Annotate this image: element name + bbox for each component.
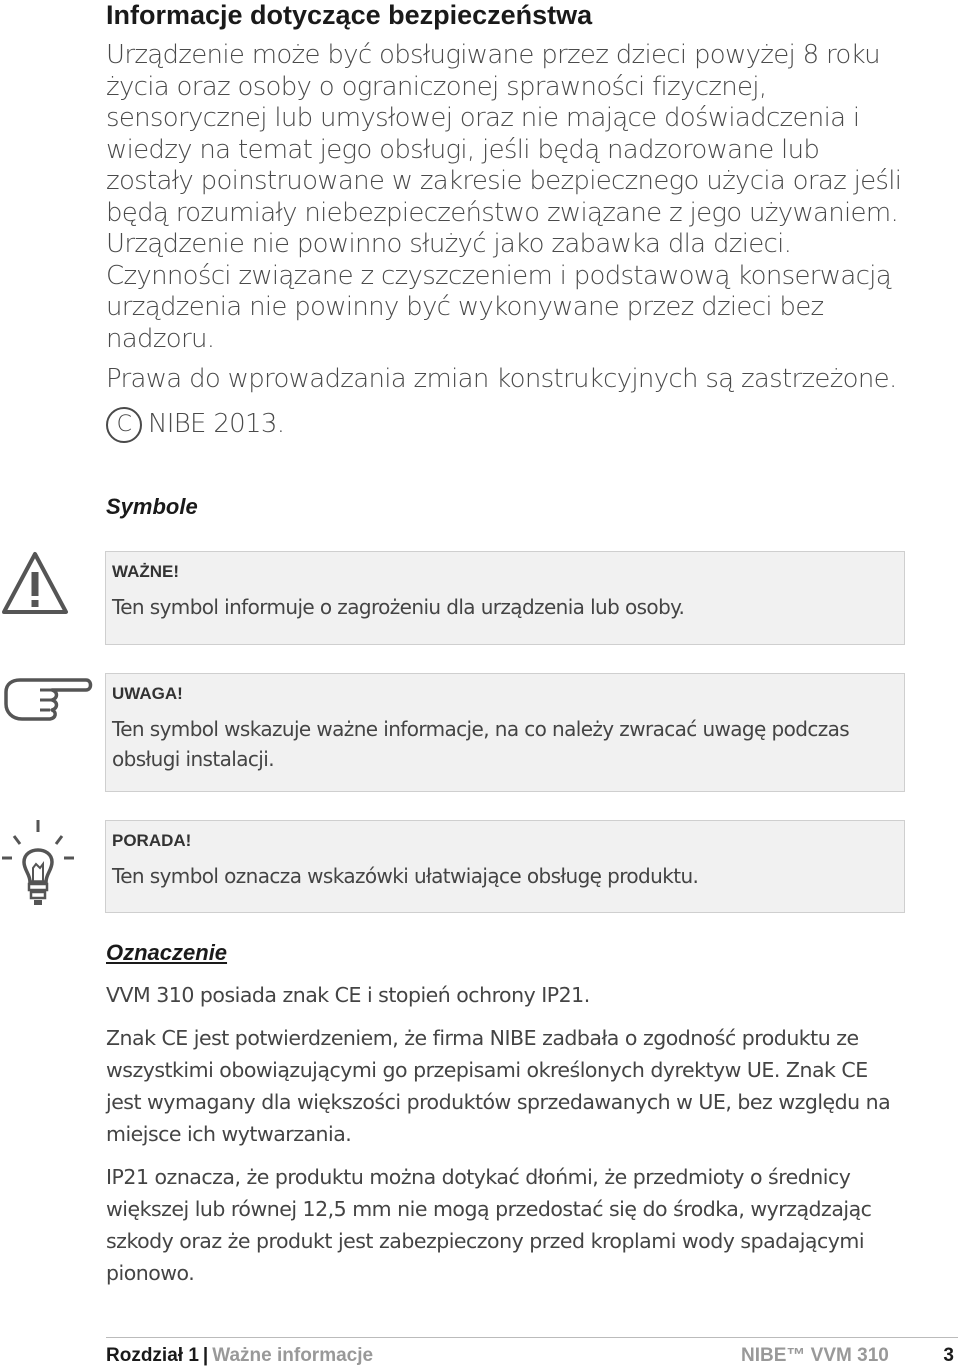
marking-section [106, 979, 906, 1289]
copyright-text: NIBE 2013. [148, 408, 285, 439]
notice-attention [105, 673, 905, 792]
footer-chapter: Rozdział 1 [106, 1345, 199, 1366]
notice-important [105, 551, 905, 645]
page-footer [106, 1343, 958, 1369]
notice-title: PORADA! [112, 831, 192, 850]
rights-paragraph: Prawa do wprowadzania zmian konstrukcyjnych są zastrzeżone. [106, 364, 897, 394]
pointing-hand-icon [0, 670, 96, 726]
ip21-paragraph: IP21 oznacza, że produktu można dotykać dłońmi, że przedmioty o średnicy większej lub równej 12,5 mm nie mogą przedostać się do środka, wyrządzając szkody oraz że produkt jest zabezpieczony przed kroplami wody spadającymi pionowo. [106, 1165, 872, 1285]
marking-heading: Oznaczenie [106, 940, 228, 965]
ce-paragraph: Znak CE jest potwierdzeniem, że firma NIBE zadbała o zgodność produktu ze wszystkimi obowiązującymi go przepisami określonych dyrektyw UE. Znak CE jest wymagany dla większości produktów sprzedawanych w UE, bez względu na miejsce ich wytwarzania. [106, 1026, 891, 1146]
footer-product: NIBE™ VVM 310 [741, 1345, 889, 1366]
copyright-line [106, 407, 906, 443]
safety-paragraph: Urządzenie może być obsługiwane przez dzieci powyżej 8 roku życia oraz osoby o ograniczonej sprawności fizycznej, sensorycznej lub umysłowej oraz nie mające doświadczenia i wiedzy na temat jego obsługi, jeśli będą nadzorowane lub zostały poinstruowane w zakresie bezpiecznego użycia oraz jeśli będą rozumiały niebezpieczeństwo związane z jego używaniem. Urządzenie nie powinno służyć jako zabawka dla dzieci. Czynności związane z czyszczeniem i podstawową konserwacją urządzenia nie powinny być wykonywane przez dzieci bez nadzoru. [106, 40, 902, 354]
notice-title: UWAGA! [112, 684, 183, 703]
symbols-heading: Symbole [106, 494, 198, 519]
safety-intro [106, 40, 906, 443]
page-number: 3 [943, 1345, 954, 1366]
warning-triangle-icon [0, 548, 70, 618]
notice-tip [105, 820, 905, 913]
notice-title: WAŻNE! [112, 562, 180, 581]
notice-text: Ten symbol wskazuje ważne informacje, na co należy zwracać uwagę podczas obsługi instalacji. [112, 717, 850, 771]
footer-divider [106, 1337, 958, 1338]
marking-paragraph: VVM 310 posiada znak CE i stopień ochrony IP21. [106, 983, 590, 1007]
footer-section: Ważne informacje [212, 1345, 374, 1366]
notice-text: Ten symbol oznacza wskazówki ułatwiające obsługę produktu. [112, 864, 699, 888]
page-title: Informacje dotyczące bezpieczeństwa [106, 0, 593, 30]
notice-text: Ten symbol informuje o zagrożeniu dla urządzenia lub osoby. [112, 595, 685, 619]
copyright-icon: C [106, 407, 142, 443]
light-bulb-icon [0, 818, 76, 908]
footer-separator: | [202, 1345, 209, 1366]
